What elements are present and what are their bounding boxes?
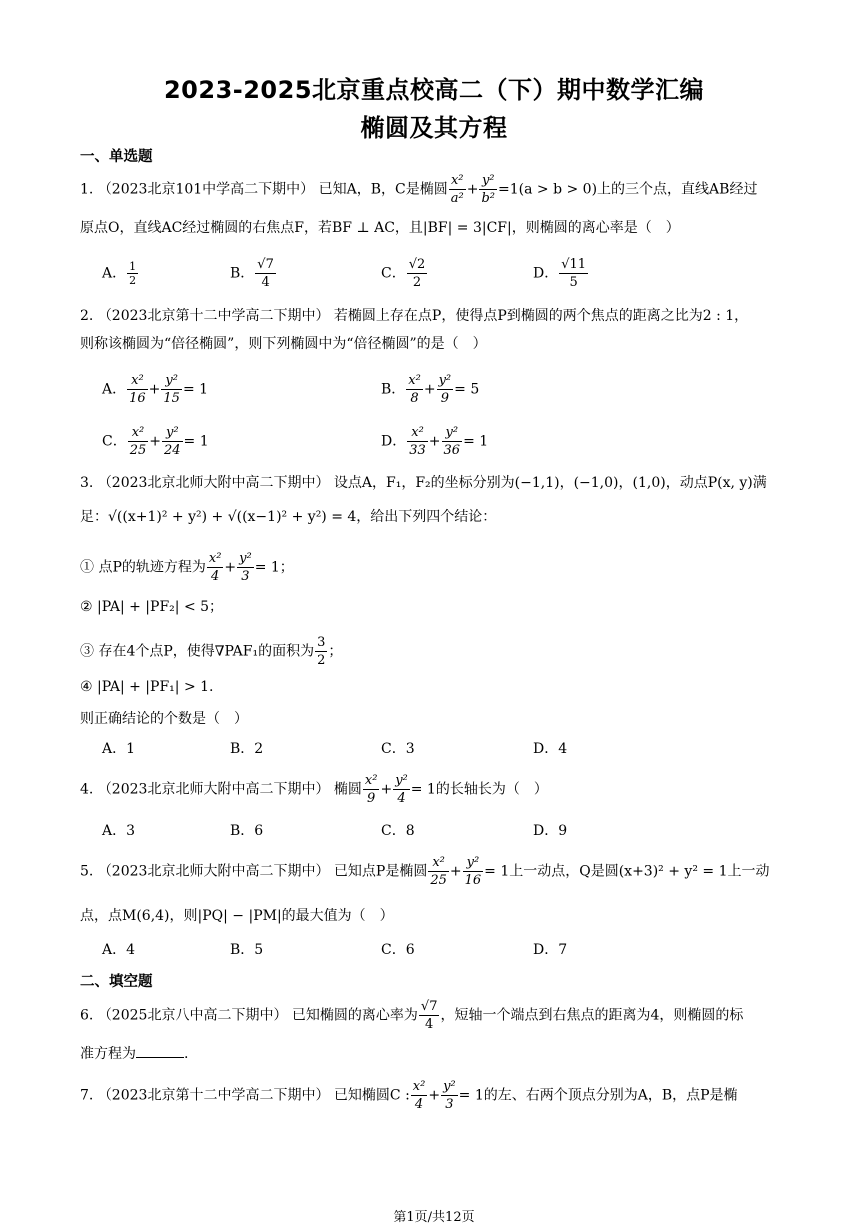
- conclusion-2: ② |PA| + |PF₂| < 5；: [80, 599, 224, 615]
- question-text: 已知A，B，C是椭圆: [318, 181, 448, 198]
- option-b: B． $\frac{\text{x²}}{8}$ + $\frac{\text{y²}}{9}$ = 5: [381, 373, 480, 406]
- option-a: A．4: [102, 942, 136, 958]
- option-d: D． $\frac{\text{x²}}{33}$ + $\frac{\text{y²}}{36}$ = 1: [381, 425, 489, 458]
- fraction-y2-b2: $\frac{\text{y²}}{\text{b²}}$: [481, 173, 495, 206]
- page-footer: 第1页/共12页: [393, 1210, 475, 1225]
- option-c: C． $\frac{√2}{2}$: [381, 257, 426, 290]
- conclusion-4: ④ |PA| + |PF₁| > 1.: [80, 679, 214, 695]
- question-text: 若椭圆上存在点P，使得点P到椭圆的两个焦点的距离之比为2 : 1，: [333, 308, 749, 324]
- question-6-line-2: 准方程为 .: [80, 1043, 188, 1064]
- option-c: C．6: [381, 942, 415, 958]
- option-d: D．9: [533, 823, 568, 839]
- question-5-line-1: 5. （2023北京北师大附中高二下期中） 已知点P是椭圆 $\frac{\text{x²}}{25}$ + $\frac{\text{y²}}{16}$ = 1上一动点，Q是圆(x+3)² + y² = 1上一动: [80, 855, 770, 888]
- option-d: D． $\frac{√11}{5}$: [533, 257, 587, 290]
- option-b: B． $\frac{√7}{4}$: [230, 257, 274, 290]
- option-c: C．3: [381, 741, 415, 757]
- page-subtitle: 椭圆及其方程: [360, 114, 508, 142]
- question-number: 3.: [80, 475, 94, 491]
- question-2-line-1: [80, 306, 748, 326]
- question-number: 1.: [80, 181, 94, 198]
- question-6-line-1: 6. （2025北京八中高二下期中） 已知椭圆的离心率为 $\frac{√7}{4}$ ，短轴一个端点到右焦点的距离为4，则椭圆的标: [80, 999, 744, 1032]
- option-a: A．1: [102, 741, 136, 757]
- conclusion-3: ③ 存在4个点P，使得∇PAF₁的面积为 $\frac{3}{2}$ ；: [80, 635, 343, 668]
- conclusion-1: ① 点P的轨迹方程为 $\frac{\text{x²}}{4}$ + $\frac{\text{y²}}{3}$ = 1；: [80, 551, 294, 584]
- question-number: 5.: [80, 863, 94, 880]
- question-2-line-2: 则称该椭圆为“倍径椭圆”，则下列椭圆中为“倍径椭圆”的是（ ）: [80, 336, 487, 352]
- question-number: 6.: [80, 1007, 94, 1024]
- option-c: C． $\frac{\text{x²}}{25}$ + $\frac{\text{y²}}{24}$ = 1: [102, 425, 209, 458]
- option-d: D．7: [533, 942, 568, 958]
- question-7-line-1: 7. （2023北京第十二中学高二下期中） 已知椭圆C : $\frac{\text{x²}}{4}$ + $\frac{\text{y²}}{3}$ = 1的左、右两个顶点分别为A，B，点P是椭: [80, 1079, 738, 1112]
- option-d: D．4: [533, 741, 568, 757]
- question-source: （2023北京第十二中学高二下期中）: [97, 308, 330, 324]
- question-1-line-1: 1. （2023北京101中学高二下期中） 已知A，B，C是椭圆 $\frac{\text{x²}}{\text{a²}}$ + $\frac{\text{y²}}{\text{b²}}$ =1(a > b > 0)上的三个点，直线AB经过: [80, 173, 758, 206]
- option-b: B．6: [230, 823, 264, 839]
- option-c: C．8: [381, 823, 415, 839]
- question-5-line-2: 点，点M(6,4)，则|PQ| − |PM|的最大值为（ ）: [80, 908, 394, 924]
- question-text: 上的三个点，直线AB经过: [597, 181, 758, 198]
- question-source: （2025北京八中高二下期中）: [97, 1007, 288, 1024]
- section-heading-fill-blank: 二、填空题: [80, 974, 153, 990]
- option-a: A． $\frac{\text{x²}}{16}$ + $\frac{\text{y²}}{15}$ = 1: [102, 373, 209, 406]
- question-3-line-2: 足：√((x+1)² + y²) + √((x−1)² + y²) = 4，给出下列四个结论：: [80, 509, 497, 525]
- equation-tail: =1(a > b > 0): [498, 181, 598, 198]
- question-1-line-2: 原点O，直线AC经过椭圆的右焦点F，若BF ⊥ AC，且|BF| = 3|CF|，则椭圆的离心率是（ ）: [80, 220, 680, 236]
- question-source: （2023北京101中学高二下期中）: [97, 181, 315, 198]
- question-number: 2.: [80, 308, 94, 324]
- question-3-ask: 则正确结论的个数是（ ）: [80, 711, 248, 727]
- fraction-x2-a2: $\frac{\text{x²}}{\text{a²}}$: [450, 173, 464, 206]
- option-a: A．3: [102, 823, 136, 839]
- answer-blank[interactable]: [136, 1043, 184, 1058]
- question-number: 4.: [80, 781, 94, 798]
- question-3-line-1: [80, 473, 767, 493]
- question-4-line-1: 4. （2023北京北师大附中高二下期中） 椭圆 $\frac{\text{x²}}{9}$ + $\frac{\text{y²}}{4}$ = 1的长轴长为（ ）: [80, 773, 548, 806]
- option-b: B．2: [230, 741, 264, 757]
- question-text: 设点A，F₁，F₂的坐标分别为(−1,1)，(−1,0)，(1,0)，动点P(x, y)满: [333, 475, 767, 491]
- option-b: B．5: [230, 942, 264, 958]
- option-a: A． $\frac{1}{2}$: [102, 260, 137, 287]
- question-number: 7.: [80, 1087, 94, 1104]
- section-heading-single-choice: 一、单选题: [80, 149, 153, 165]
- question-source: （2023北京北师大附中高二下期中）: [97, 475, 330, 491]
- question-source: （2023北京北师大附中高二下期中）: [97, 863, 330, 880]
- page-title: 2023-2025北京重点校高二（下）期中数学汇编: [163, 76, 705, 104]
- question-source: （2023北京第十二中学高二下期中）: [97, 1087, 330, 1104]
- question-source: （2023北京北师大附中高二下期中）: [97, 781, 330, 798]
